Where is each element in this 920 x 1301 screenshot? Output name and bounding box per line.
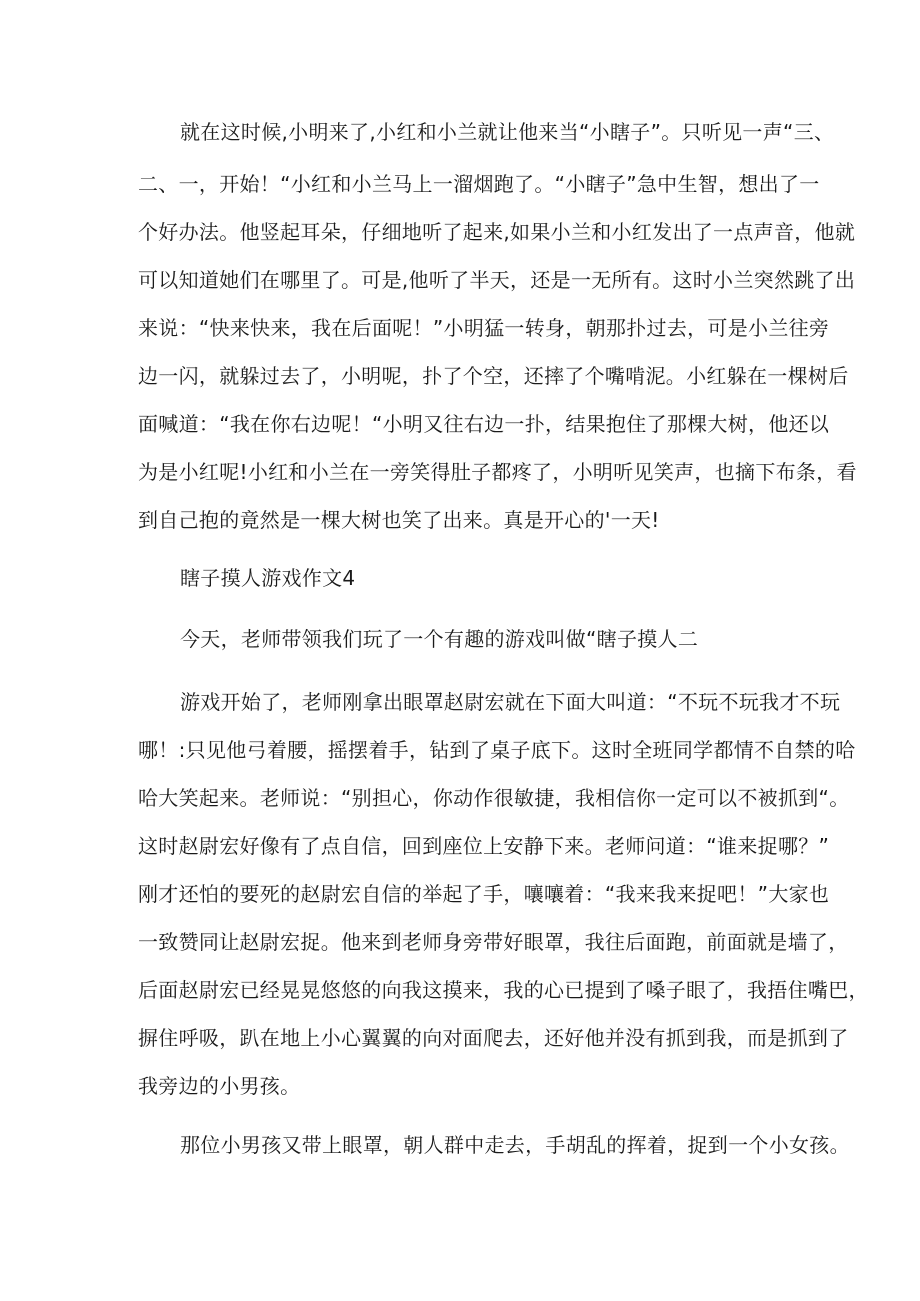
paragraph-line: 后面赵尉宏已经晃晃悠悠的向我这摸来，我的心已提到了嗓子眼了，我捂住嘴巴， — [138, 978, 869, 1002]
paragraph-line: 面喊道：“我在你右边呢！“小明又往右边一扑，结果抱住了那棵大树，他还以 — [138, 412, 830, 436]
paragraph-line: 我旁边的小男孩。 — [138, 1074, 301, 1098]
paragraph-line: 可以知道她们在哪里了。可是,他听了半天，还是一无所有。这时小兰突然跳了出 — [138, 268, 856, 292]
section-heading: 瞎子摸人游戏作文4 — [180, 566, 356, 590]
paragraph-line: 刚才还怕的要死的赵尉宏自信的举起了手，嚷嚷着：“我来我来捉吧！”大家也 — [138, 882, 830, 906]
paragraph-line: 游戏开始了，老师刚拿出眼罩赵尉宏就在下面大叫道：“不玩不玩我才不玩 — [180, 690, 841, 714]
paragraph-line: 到自己抱的竟然是一棵大树也笑了出来。真是开心的'一天! — [138, 508, 660, 532]
paragraph-4: 那位小男孩又带上眼罩，朝人群中走去，手胡乱的挥着，捉到一个小女孩。 — [180, 1133, 850, 1157]
paragraph-line: 这时赵尉宏好像有了点自信，回到座位上安静下来。老师问道：“谁来捉哪？” — [138, 834, 830, 858]
paragraph-line: 就在这时候,小明来了,小红和小兰就让他来当“小瞎子”。只听见一声“三、 — [180, 120, 835, 144]
paragraph-line: 边一闪，就躲过去了，小明呢，扑了个空，还摔了个嘴啃泥。小红躲在一棵树后 — [138, 364, 849, 388]
paragraph-line: 哈大笑起来。老师说：“别担心，你动作很敏捷，我相信你一定可以不被抓到“。 — [138, 786, 850, 810]
paragraph-line: 哪！:只见他弓着腰，摇摆着手，钻到了桌子底下。这时全班同学都情不自禁的哈 — [138, 738, 856, 762]
paragraph-line: 一致赞同让赵尉宏捉。他来到老师身旁带好眼罩，我往后面跑，前面就是墙了， — [138, 930, 849, 954]
paragraph-line: 个好办法。他竖起耳朵，仔细地听了起来,如果小兰和小红发出了一点声音，他就 — [138, 220, 856, 244]
paragraph-line: 来说：“快来快来，我在后面呢！”小明猛一转身，朝那扑过去，可是小兰往旁 — [138, 316, 830, 340]
paragraph-2: 今天，老师带领我们玩了一个有趣的游戏叫做“瞎子摸人二 — [180, 627, 699, 651]
paragraph-line: 摒住呼吸，趴在地上小心翼翼的向对面爬去，还好他并没有抓到我，而是抓到了 — [138, 1026, 849, 1050]
paragraph-line: 为是小红呢!小红和小兰在一旁笑得肚子都疼了，小明听见笑声，也摘下布条，看 — [138, 460, 857, 484]
paragraph-line: 二、一，开始！“小红和小兰马上一溜烟跑了。“小瞎子”急中生智，想出了一 — [138, 172, 820, 196]
